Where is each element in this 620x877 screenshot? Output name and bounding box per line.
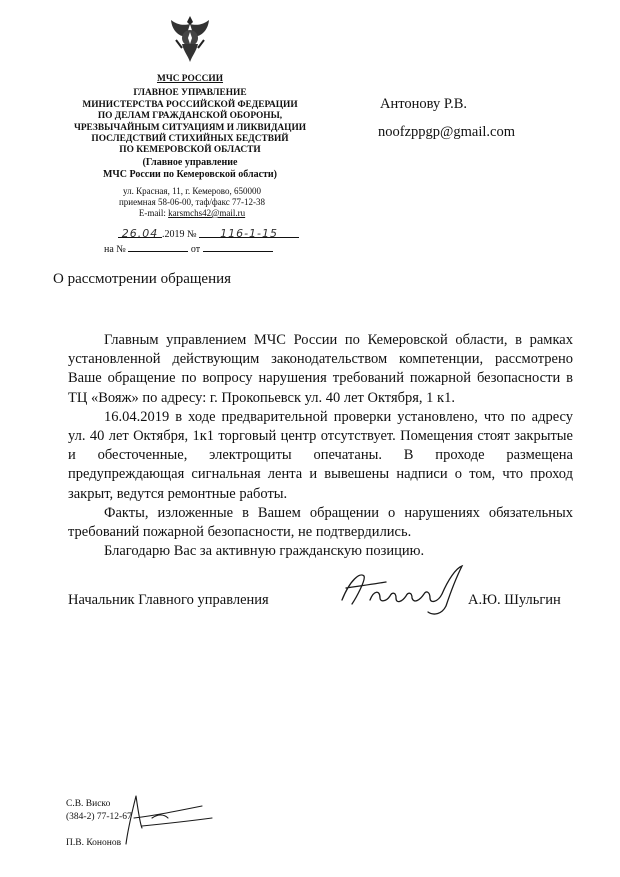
reg-year: .2019 (162, 229, 185, 240)
handwritten-signature-icon (330, 560, 480, 620)
reg-incoming-date-field (203, 241, 273, 252)
emblem-icon (168, 14, 212, 64)
reg-number-handwritten: 116-1-15 (220, 227, 279, 240)
body-paragraph: Главным управлением МЧС России по Кемеровской области, в рамках установленной действующим законодательством компетенции, рассмотрено Ваше обращение по вопросу нарушения требований пожарной безопасности в ТЦ «Вояж» по адресу: г. Прокопьевск ул. 40 лет Октября, 1 к1. (68, 332, 573, 406)
letterhead-contacts (94, 186, 290, 219)
body-paragraph: Благодарю Вас за активную гражданскую позицию. (104, 543, 425, 560)
recipient-email: noofzppgp@gmail.com (378, 124, 515, 140)
body-paragraph: Факты, изложенные в Вашем обращении о нарушениях обязательных требований пожарной безопасности, не подтвердились. (68, 504, 573, 541)
letterhead-line: ПОСЛЕДСТВИЙ СТИХИЙНЫХ БЕДСТВИЙ (91, 134, 289, 145)
executor-signature-icon (112, 788, 222, 848)
letter-subject: О рассмотрении обращения (53, 271, 232, 287)
phones: приемная 58-06-00, таф/факс 77-12-38 (118, 197, 266, 207)
address: ул. Красная, 11, г. Кемерово, 650000 (123, 186, 261, 196)
reg-ot-label: от (190, 244, 201, 255)
reg-date-field (118, 227, 162, 238)
reg-incoming-number-field (128, 241, 188, 252)
letterhead-line: ЧРЕЗВЫЧАЙНЫМ СИТУАЦИЯМ И ЛИКВИДАЦИИ (73, 122, 307, 133)
executor-name: С.В. Виско (66, 799, 111, 809)
signatory-role: Начальник Главного управления (68, 592, 269, 608)
letterhead-line: ГЛАВНОЕ УПРАВЛЕНИЕ (133, 88, 247, 99)
email-line (94, 208, 290, 219)
recipient-name: Антонову Р.В. (380, 96, 468, 112)
executor-name-2: П.В. Кононов (66, 838, 122, 848)
executor-phone: (384-2) 77-12-67 (66, 812, 132, 822)
letterhead-short-name: МЧС России по Кемеровской области) (102, 168, 278, 180)
letterhead-org: МЧС РОССИИ (156, 74, 224, 84)
letter-body (68, 331, 573, 561)
reg-date-handwritten: 26.04 (121, 227, 159, 240)
letterhead-line: ПО ДЕЛАМ ГРАЖДАНСКОЙ ОБОРОНЫ, (97, 111, 283, 122)
letterhead-line: ПО КЕМЕРОВСКОЙ ОБЛАСТИ (119, 145, 261, 156)
reg-number-field (199, 227, 299, 238)
registration-outgoing (118, 227, 299, 240)
letterhead (72, 74, 308, 181)
letterhead-short-name: (Главное управление (142, 156, 238, 168)
reg-no-label: № (187, 229, 197, 240)
org-email-link[interactable]: karsmchs42@mail.ru (168, 208, 246, 218)
registration-incoming (104, 241, 273, 255)
reg-na-label: на № (104, 244, 126, 255)
letterhead-line: МИНИСТЕРСТВА РОССИЙСКОЙ ФЕДЕРАЦИИ (82, 99, 298, 110)
body-paragraph: 16.04.2019 в ходе предварительной проверки установлено, что по адресу ул. 40 лет Октября, 1к1 торговый центр отсутствует. Помещения стоят закрытые и обесточенные, электрощиты опечатаны. В проходе размещена предупреждающая сигнальная лента и вывешены надписи о том, что проход закрыт, ведутся ремонтные работы. (68, 408, 573, 502)
signatory-name: А.Ю. Шульгин (468, 592, 561, 608)
email-label: E-mail: (138, 208, 169, 218)
